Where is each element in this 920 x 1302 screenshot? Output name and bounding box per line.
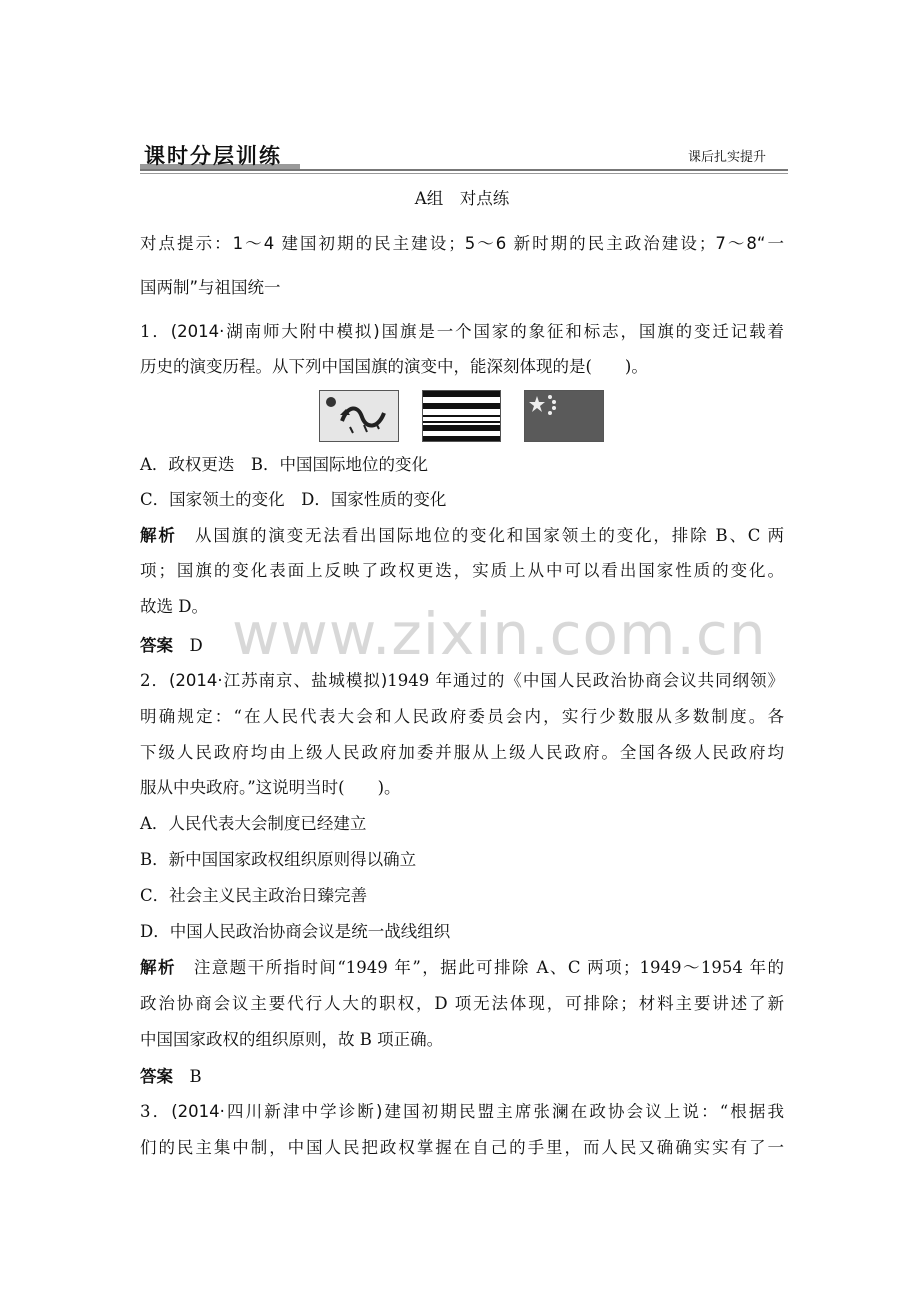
q3-source: (2014·四川新津中学诊断): [171, 1102, 383, 1121]
q1-analysis-1: [140, 525, 784, 547]
q2-line-4: 服从中央政府。”这说明当时( )。: [140, 778, 401, 797]
header-right-label: 课后扎实提升: [687, 150, 766, 165]
q2-source: (2014·江苏南京、盐城模拟): [168, 671, 388, 690]
q3-number: 3．: [140, 1102, 172, 1121]
q2-line-1: [140, 670, 784, 692]
q2-option-a: A．人民代表大会制度已经建立: [140, 814, 367, 833]
header-rule-thin: [140, 173, 788, 174]
q1-line-1: [140, 321, 784, 343]
q1-analysis-label: 解析: [140, 526, 177, 545]
q2-option-b: B．新中国国家政权组织原则得以确立: [140, 850, 417, 869]
q2-answer: [140, 1066, 784, 1088]
q1-analysis-2: 项；国旗的变化表面上反映了政权更迭，实质上从中可以看出国家性质的变化。: [140, 561, 784, 580]
q2-stem-1: 1949 年通过的《中国人民政治协商会议共同纲领》: [387, 671, 784, 690]
q2-option-d: D．中国人民政治协商会议是统一战线组织: [140, 922, 451, 941]
header-title: 课时分层训练: [144, 144, 282, 168]
q1-number: 1．: [140, 322, 171, 341]
q2-analysis-3: 中国国家政权的组织原则，故 B 项正确。: [140, 1030, 444, 1049]
q2-analysis-2: 政治协商会议主要代行人大的职权，D 项无法体现，可排除；材料主要讲述了新: [140, 994, 784, 1013]
q2-option-c: C．社会主义民主政治日臻完善: [140, 886, 368, 905]
section-title: A组 对点练: [414, 189, 510, 208]
five-stripe-flag-icon: [422, 390, 501, 442]
q1-analysis-3: 故选 D。: [140, 597, 208, 616]
q2-analysis-text-1: 注意题干所指时间“1949 年”，据此可排除 A、C 两项；1949～1954 年的: [193, 958, 784, 977]
watermark: www.zixin.com.cn: [232, 600, 767, 668]
q2-line-3: 下级人民政府均由上级人民政府加委并服从上级人民政府。全国各级人民政府均: [140, 743, 784, 762]
dragon-flag-icon: [319, 390, 399, 442]
q1-answer: [140, 635, 784, 657]
q1-answer-label: 答案: [140, 636, 173, 655]
q1-stem-1: 国旗是一个国家的象征和标志，国旗的变迁记载着: [379, 322, 784, 341]
q2-answer-label: 答案: [140, 1067, 173, 1086]
header-rule: [140, 169, 788, 171]
hint-line-2: 国两制”与祖国统一: [140, 278, 281, 297]
q1-answer-value: D: [189, 636, 203, 655]
q1-analysis-text-1: 从国旗的演变无法看出国际地位的变化和国家领土的变化，排除 B、C 两: [195, 526, 784, 545]
q2-analysis-1: [140, 957, 784, 979]
q3-line-1: [140, 1101, 784, 1123]
page-header: [140, 140, 788, 172]
q2-analysis-label: 解析: [140, 958, 176, 977]
q1-source: (2014·湖南师大附中模拟): [170, 322, 380, 341]
q2-number: 2．: [140, 671, 169, 690]
q2-line-2: 明确规定：“在人民代表大会和人民政府委员会内，实行少数服从多数制度。各: [140, 707, 784, 726]
q1-options-2: C．国家领土的变化 D．国家性质的变化: [140, 490, 447, 509]
five-star-red-flag-icon: [524, 390, 604, 442]
q1-options-1: A．政权更迭 B．中国国际地位的变化: [140, 455, 429, 474]
q1-line-2: 历史的演变历程。从下列中国国旗的演变中，能深刻体现的是( )。: [140, 357, 648, 376]
q3-line-2: 们的民主集中制，中国人民把政权掌握在自己的手里，而人民又确确实实有了一: [140, 1138, 784, 1157]
q2-answer-value: B: [189, 1067, 202, 1086]
q3-stem-1: 建国初期民盟主席张澜在政协会议上说：“根据我: [382, 1102, 784, 1121]
hint-line-1: 对点提示：1～4 建国初期的民主建设；5～6 新时期的民主政治建设；7～8“一: [140, 234, 784, 253]
